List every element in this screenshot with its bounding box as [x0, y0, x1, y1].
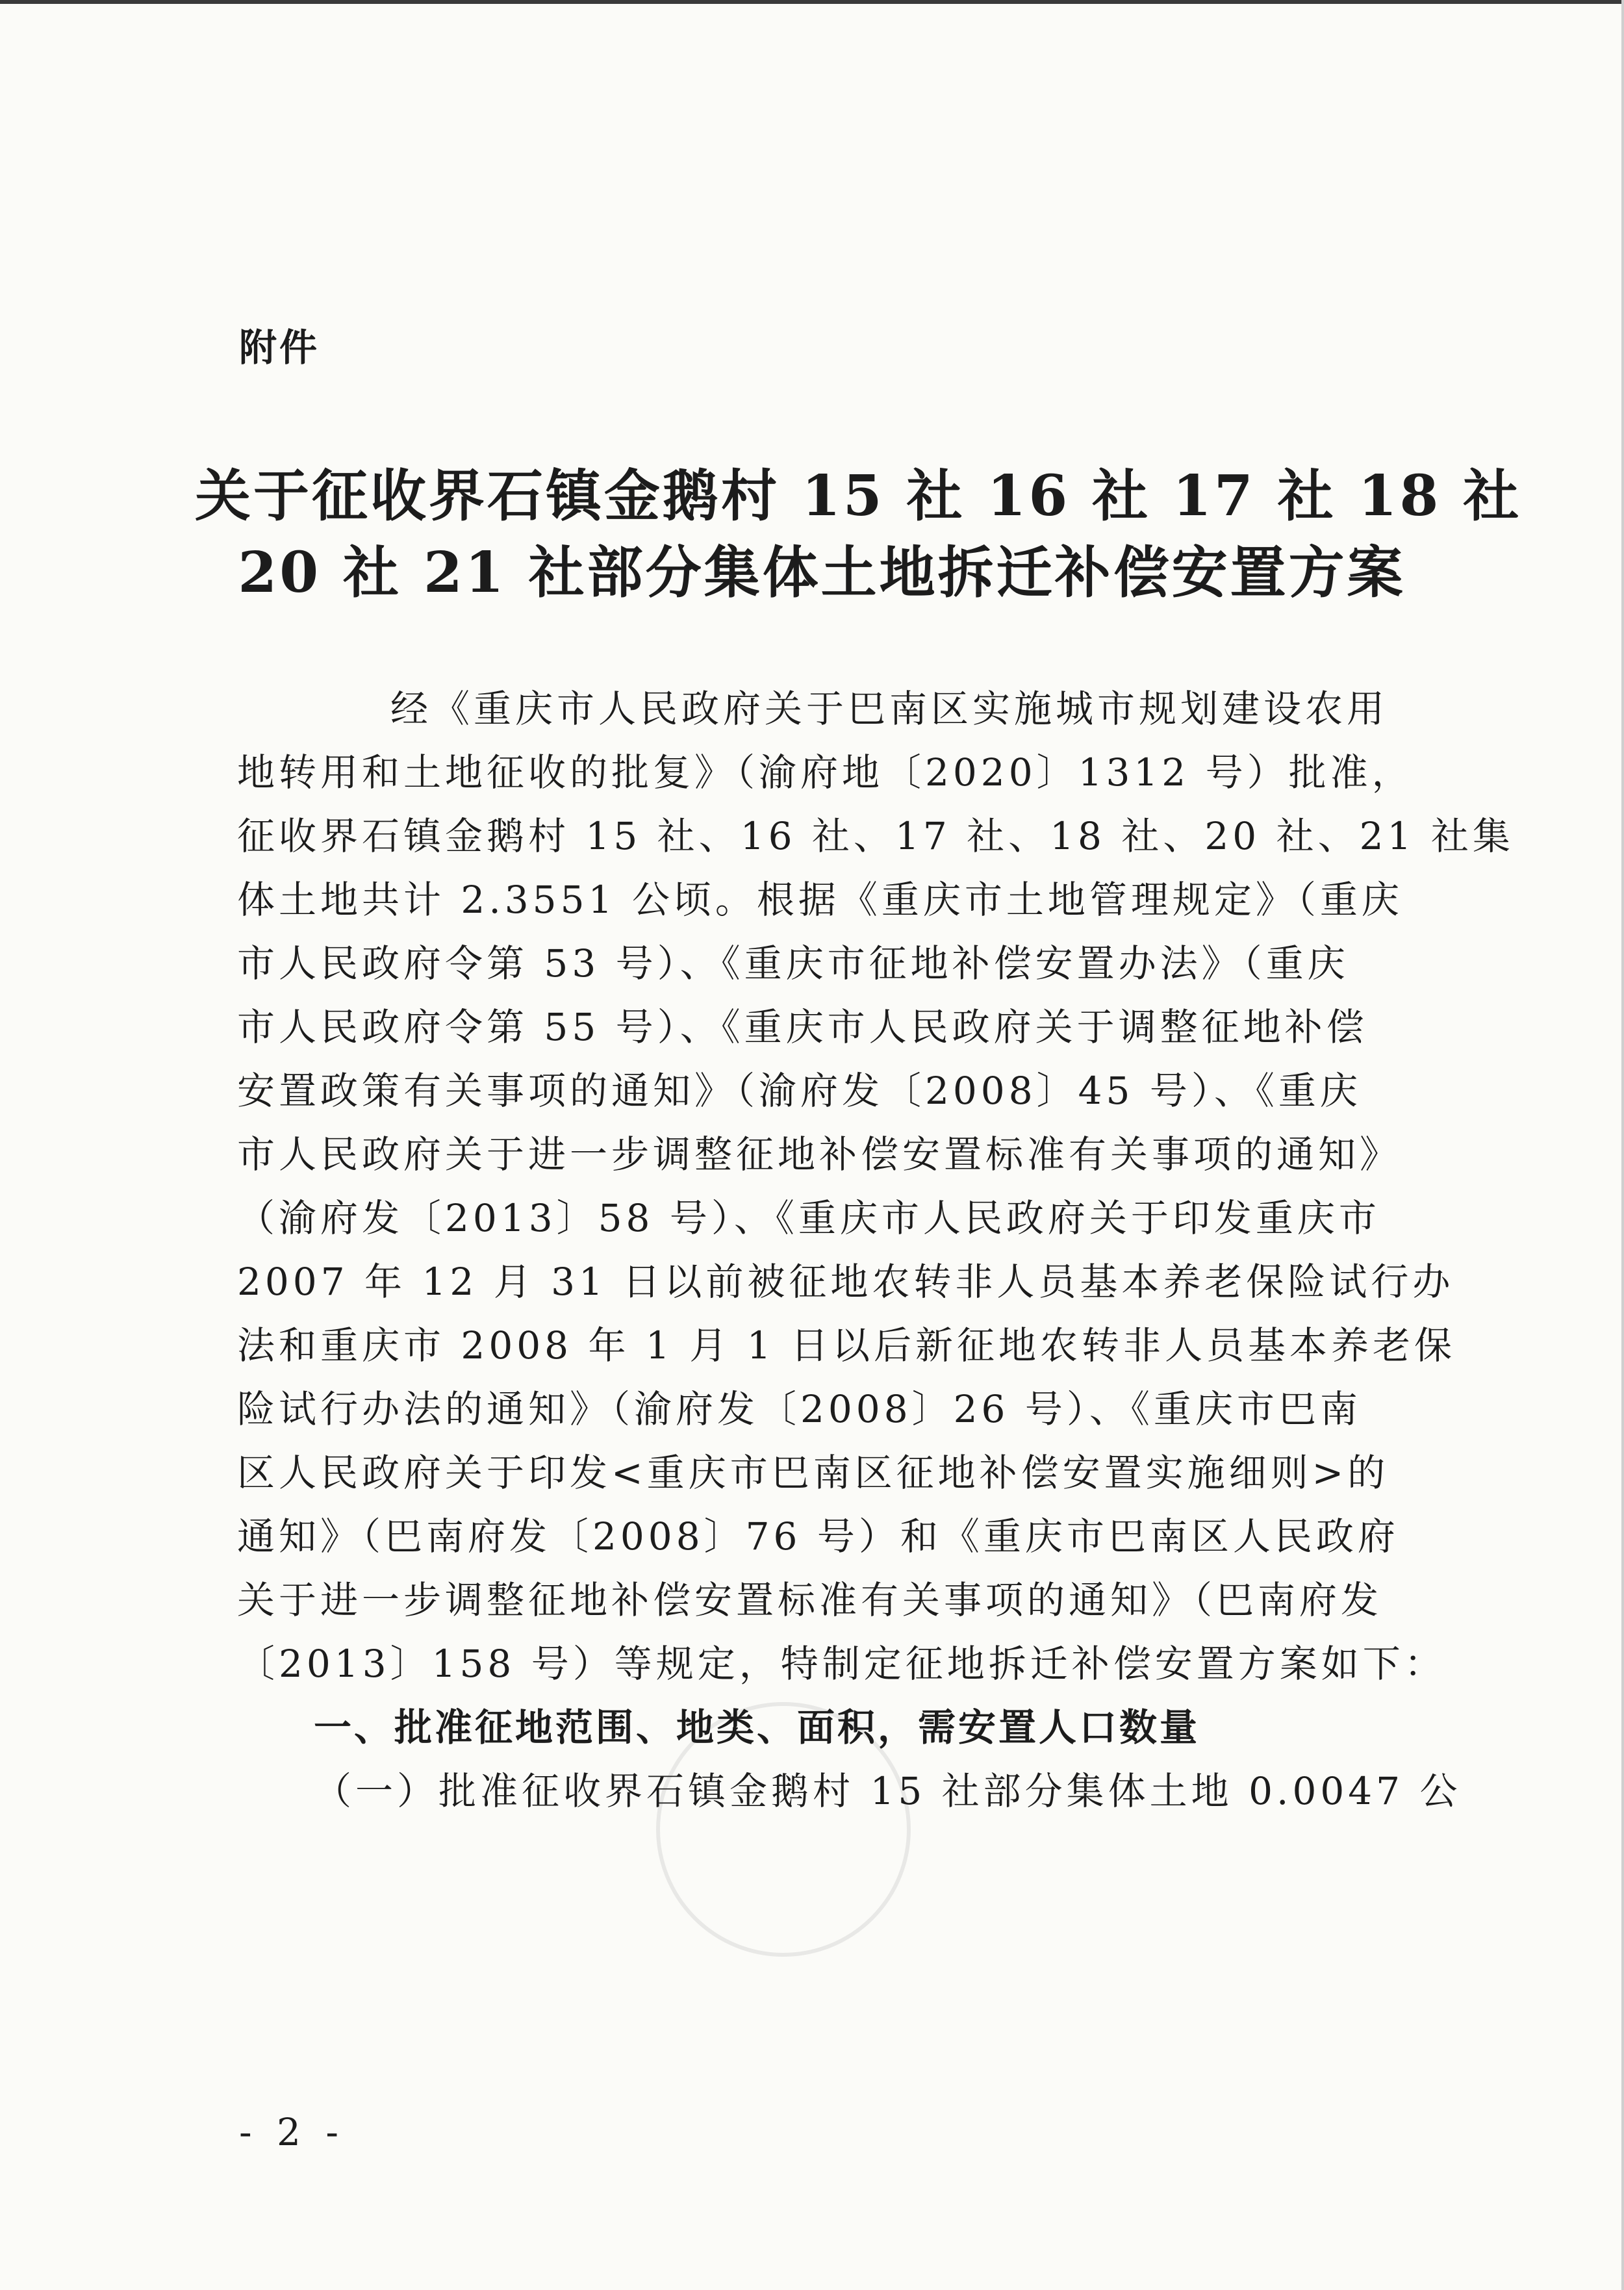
scan-edge [0, 0, 1624, 4]
body-line: 地转用和土地征收的批复》（渝府地〔2020〕1312 号）批准， [237, 750, 1414, 795]
annex-label: 附件 [239, 325, 320, 370]
body-line: （渝府发〔2013〕58 号）、《重庆市人民政府关于印发重庆市 [237, 1196, 1380, 1240]
body-line: 〔2013〕158 号）等规定，特制定征地拆迁补偿安置方案如下： [237, 1642, 1446, 1686]
body-line: 通知》（巴南府发〔2008〕76 号）和《重庆市巴南区人民政府 [237, 1514, 1399, 1558]
body-line: 体土地共计 2.3551 公顷。根据《重庆市土地管理规定》（重庆 [237, 878, 1403, 922]
body-line: 安置政策有关事项的通知》（渝府发〔2008〕45 号）、《重庆 [237, 1069, 1362, 1113]
body-line: 险试行办法的通知》（渝府发〔2008〕26 号）、《重庆市巴南 [237, 1387, 1362, 1431]
title-line: 20 社 21 社部分集体土地拆迁补偿安置方案 [238, 540, 1406, 605]
body-line: 区人民政府关于印发<重庆市巴南区征地补偿安置实施细则>的 [237, 1451, 1389, 1495]
subsection-line: （一）批准征收界石镇金鹅村 15 社部分集体土地 0.0047 公 [314, 1769, 1462, 1813]
body-line: 市人民政府令第 53 号）、《重庆市征地补偿安置办法》（重庆 [237, 941, 1349, 986]
title-line: 关于征收界石镇金鹅村 15 社 16 社 17 社 18 社 [195, 463, 1522, 529]
scan-edge [1621, 0, 1624, 2290]
body-line: 市人民政府关于进一步调整征地补偿安置标准有关事项的通知》 [237, 1132, 1402, 1177]
body-line: 经《重庆市人民政府关于巴南区实施城市规划建设农用 [390, 687, 1389, 731]
page-number: - 2 - [239, 2110, 345, 2154]
body-line: 法和重庆市 2008 年 1 月 1 日以后新征地农转非人员基本养老保 [237, 1323, 1456, 1368]
document-body [237, 677, 1514, 1823]
body-line: 征收界石镇金鹅村 15 社、16 社、17 社、18 社、20 社、21 社集 [237, 814, 1514, 858]
section-heading: 一、批准征地范围、地类、面积，需安置人口数量 [314, 1705, 1200, 1749]
body-line: 2007 年 12 月 31 日以前被征地农转非人员基本养老保险试行办 [237, 1260, 1454, 1304]
body-line: 关于进一步调整征地补偿安置标准有关事项的通知》（巴南府发 [237, 1578, 1383, 1622]
document-title [195, 458, 1522, 611]
body-line: 市人民政府令第 55 号）、《重庆市人民政府关于调整征地补偿 [237, 1005, 1368, 1049]
